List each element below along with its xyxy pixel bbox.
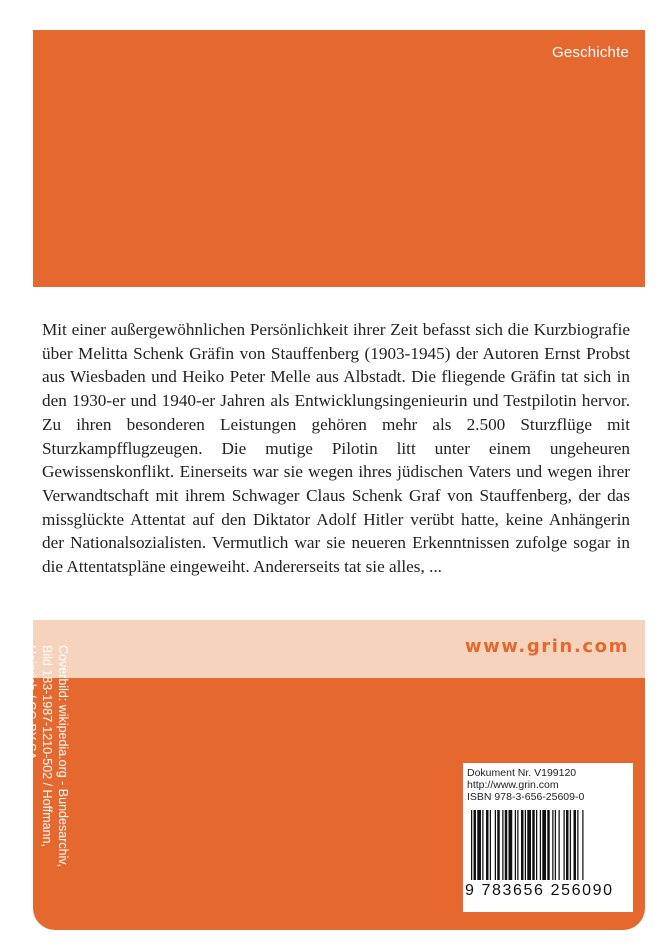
barcode-bar [582,810,583,880]
barcode-bar [577,810,578,880]
category-label: Geschichte [551,44,629,61]
barcode-bar [521,810,524,880]
barcode-bar [540,810,541,880]
barcode-bar [564,810,565,880]
publisher-url-band [33,620,645,678]
publisher-url[interactable]: www.grin.com [464,636,629,657]
barcode-bar [517,810,518,880]
barcode-bar [509,810,513,880]
barcode-bar [532,810,535,880]
barcode-bar [477,810,481,880]
barcode-bar [547,810,550,880]
barcode-bar [474,810,477,880]
barcode-bar [552,810,553,880]
blurb-panel [33,287,645,620]
barcode-bar [490,810,491,880]
barcode-bar [502,810,503,880]
barcode-bar [536,810,537,880]
publisher-web: http://www.grin.com [467,779,559,791]
barcode-bar [482,810,483,880]
document-number: Dokument Nr. V199120 [467,767,577,779]
barcode-bar [486,810,489,880]
barcode-bar [495,810,496,880]
barcode-bar [505,810,508,880]
barcode-bar [515,810,516,880]
barcode-bar [525,810,526,880]
barcode-bar [527,810,531,880]
blurb-text: Mit einer außergewöhnlichen Persönlichkeit ihrer Zeit befasst sich die Kurzbiografie über Melitta Schenk Gräfin von Stauffenberg (1903-1945) der Autoren Ernst Probst aus Wiesbaden und Heiko Peter Melle aus Albstadt. Die fliegende Gräfin tat sich in den 1930-er und 1940-er Jahren als Entwicklungsingenieurin und Testpilotin hervor. Zu ihren besonderen Leistungen gehören mehr als 2.500 Sturzflüge mit Sturzkampfflugzeugen. Die mutige Pilotin litt unter einem ungeheuren Gewissenskonflikt. Einerseits war sie wegen ihres jüdischen Vaters und wegen ihrer Verwandtschaft mit ihrem Schwager Claus Schenk Graf von Stauffenberg, der das missglückte Attentat auf den Diktator Adolf Hitler verübt hatte, keine Anhängerin der Nationalsozialisten. Vermutlich war sie neueren Erkenntnissen zufolge sogar in die Attentatspläne eingeweiht. Andererseits tat sie alles, ... [42,320,630,577]
isbn-meta [467,767,584,803]
cover-image-credit: Coverbild: wikipedia.org - Bundesarchiv, Bild 183-1987-1210-502 / Hoffmann, Heinrich / CC-BY-SA [24,645,70,868]
barcode-bar [555,810,556,880]
orange-header-band [33,30,645,287]
isbn-box [463,763,633,912]
barcode-bar [471,810,472,880]
barcode-bar [559,810,560,880]
barcode-bar [542,810,546,880]
barcode-bar [574,810,577,880]
barcode-digits: 9 783656 256090 [465,882,614,899]
barcode [471,810,625,880]
isbn-number: ISBN 978-3-656-25609-0 [467,791,585,803]
book-back-cover [24,30,645,930]
barcode-bar [566,810,569,880]
barcode-bar [497,810,500,880]
barcode-bar [570,810,571,880]
